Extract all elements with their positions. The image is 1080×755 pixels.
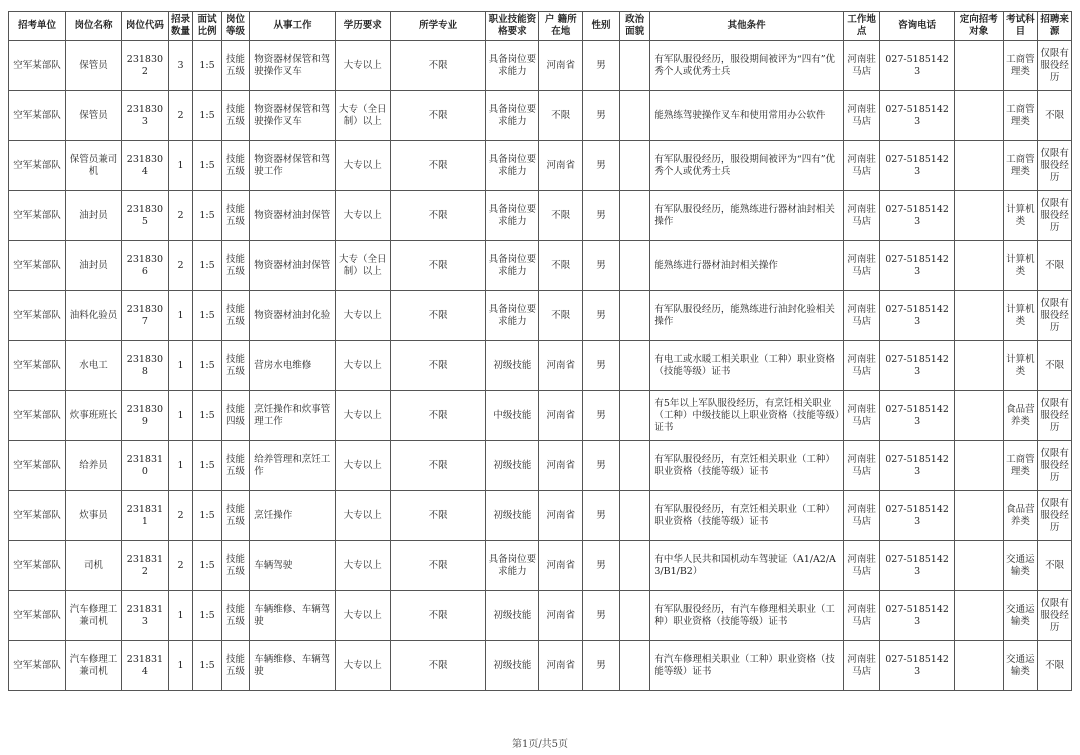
cell-position-level: 技能五级 — [221, 541, 250, 591]
cell-recruit-source: 不限 — [1038, 91, 1072, 141]
cell-politics — [619, 341, 650, 391]
cell-exam-subject: 交通运输类 — [1003, 541, 1038, 591]
cell-interview-ratio: 1:5 — [193, 91, 222, 141]
cell-position-level: 技能五级 — [221, 591, 250, 641]
cell-work-location: 河南驻马店 — [843, 341, 880, 391]
cell-work-location: 河南驻马店 — [843, 441, 880, 491]
cell-education: 大专以上 — [335, 391, 390, 441]
cell-hire-count: 2 — [168, 191, 192, 241]
cell-position-level: 技能五级 — [221, 291, 250, 341]
cell-skill-requirement: 中级技能 — [486, 391, 539, 441]
cell-position-code: 2318311 — [122, 491, 169, 541]
cell-other-conditions: 有军队服役经历，有烹饪相关职业（工种）职业资格（技能等级）证书 — [650, 441, 843, 491]
cell-skill-requirement: 初级技能 — [486, 591, 539, 641]
cell-unit: 空军某部队 — [9, 191, 66, 241]
cell-skill-requirement: 具备岗位要求能力 — [486, 41, 539, 91]
cell-work-location: 河南驻马店 — [843, 391, 880, 441]
cell-gender: 男 — [583, 391, 620, 441]
table-row — [9, 641, 1072, 691]
cell-hukou: 河南省 — [539, 41, 583, 91]
cell-unit: 空军某部队 — [9, 641, 66, 691]
cell-interview-ratio: 1:5 — [193, 341, 222, 391]
cell-phone: 027-51851423 — [880, 541, 954, 591]
cell-hire-count: 3 — [168, 41, 192, 91]
cell-politics — [619, 641, 650, 691]
cell-exam-subject: 计算机类 — [1003, 291, 1038, 341]
cell-politics — [619, 241, 650, 291]
cell-education: 大专以上 — [335, 491, 390, 541]
cell-target — [954, 241, 1003, 291]
table-row — [9, 341, 1072, 391]
cell-position-name: 保管员 — [66, 91, 122, 141]
cell-gender: 男 — [583, 191, 620, 241]
cell-work-location: 河南驻马店 — [843, 191, 880, 241]
cell-work-location: 河南驻马店 — [843, 91, 880, 141]
cell-unit: 空军某部队 — [9, 141, 66, 191]
cell-gender: 男 — [583, 591, 620, 641]
cell-unit: 空军某部队 — [9, 291, 66, 341]
cell-politics — [619, 141, 650, 191]
cell-major: 不限 — [390, 191, 486, 241]
cell-target — [954, 491, 1003, 541]
cell-major: 不限 — [390, 291, 486, 341]
cell-target — [954, 441, 1003, 491]
table-header-row — [9, 12, 1072, 41]
cell-work-location: 河南驻马店 — [843, 41, 880, 91]
cell-hire-count: 1 — [168, 141, 192, 191]
cell-politics — [619, 41, 650, 91]
cell-hukou: 河南省 — [539, 491, 583, 541]
header-phone: 咨询电话 — [880, 12, 954, 41]
table-row — [9, 41, 1072, 91]
cell-politics — [619, 541, 650, 591]
cell-position-name: 炊事班班长 — [66, 391, 122, 441]
cell-education: 大专以上 — [335, 441, 390, 491]
recruitment-table — [8, 11, 1072, 691]
cell-phone: 027-51851423 — [880, 641, 954, 691]
cell-other-conditions: 有军队服役经历，服役期间被评为“四有”优秀个人或优秀士兵 — [650, 141, 843, 191]
cell-other-conditions: 有汽车修理相关职业（工种）职业资格（技能等级）证书 — [650, 641, 843, 691]
header-interview-ratio: 面试比例 — [193, 12, 222, 41]
cell-target — [954, 541, 1003, 591]
cell-work-content: 车辆维修、车辆驾驶 — [250, 591, 336, 641]
cell-major: 不限 — [390, 591, 486, 641]
cell-position-name: 保管员 — [66, 41, 122, 91]
cell-work-content: 车辆驾驶 — [250, 541, 336, 591]
cell-target — [954, 41, 1003, 91]
cell-position-code: 2318309 — [122, 391, 169, 441]
cell-target — [954, 591, 1003, 641]
cell-gender: 男 — [583, 441, 620, 491]
cell-position-level: 技能五级 — [221, 641, 250, 691]
cell-hukou: 河南省 — [539, 591, 583, 641]
cell-exam-subject: 工商管理类 — [1003, 41, 1038, 91]
cell-position-name: 油封员 — [66, 241, 122, 291]
cell-major: 不限 — [390, 91, 486, 141]
cell-other-conditions: 有中华人民共和国机动车驾驶证（A1/A2/A3/B1/B2） — [650, 541, 843, 591]
cell-other-conditions: 有军队服役经历，能熟练进行油封化验相关操作 — [650, 291, 843, 341]
cell-target — [954, 191, 1003, 241]
cell-target — [954, 91, 1003, 141]
cell-major: 不限 — [390, 641, 486, 691]
cell-unit: 空军某部队 — [9, 241, 66, 291]
header-education: 学历要求 — [335, 12, 390, 41]
cell-interview-ratio: 1:5 — [193, 591, 222, 641]
cell-hukou: 河南省 — [539, 141, 583, 191]
cell-gender: 男 — [583, 541, 620, 591]
cell-recruit-source: 不限 — [1038, 241, 1072, 291]
cell-education: 大专以上 — [335, 341, 390, 391]
cell-education: 大专以上 — [335, 541, 390, 591]
cell-work-content: 烹饪操作 — [250, 491, 336, 541]
cell-education: 大专以上 — [335, 291, 390, 341]
cell-recruit-source: 仅限有服役经历 — [1038, 191, 1072, 241]
cell-major: 不限 — [390, 541, 486, 591]
cell-exam-subject: 计算机类 — [1003, 341, 1038, 391]
cell-education: 大专（全日制）以上 — [335, 91, 390, 141]
header-position-name: 岗位名称 — [66, 12, 122, 41]
cell-work-content: 烹饪操作和炊事管理工作 — [250, 391, 336, 441]
cell-recruit-source: 仅限有服役经历 — [1038, 591, 1072, 641]
cell-position-name: 水电工 — [66, 341, 122, 391]
cell-unit: 空军某部队 — [9, 341, 66, 391]
cell-hukou: 河南省 — [539, 441, 583, 491]
header-skill-requirement: 职业技能资格要求 — [486, 12, 539, 41]
cell-hire-count: 1 — [168, 391, 192, 441]
cell-gender: 男 — [583, 341, 620, 391]
cell-work-location: 河南驻马店 — [843, 241, 880, 291]
cell-education: 大专以上 — [335, 41, 390, 91]
table-row — [9, 191, 1072, 241]
table-row — [9, 291, 1072, 341]
cell-interview-ratio: 1:5 — [193, 241, 222, 291]
cell-recruit-source: 仅限有服役经历 — [1038, 391, 1072, 441]
cell-position-code: 2318305 — [122, 191, 169, 241]
cell-hire-count: 2 — [168, 541, 192, 591]
cell-phone: 027-51851423 — [880, 391, 954, 441]
cell-work-content: 物资器材油封保管 — [250, 241, 336, 291]
header-gender: 性别 — [583, 12, 620, 41]
cell-skill-requirement: 具备岗位要求能力 — [486, 541, 539, 591]
cell-skill-requirement: 初级技能 — [486, 441, 539, 491]
cell-other-conditions: 有军队服役经历，服役期间被评为“四有”优秀个人或优秀士兵 — [650, 41, 843, 91]
cell-position-code: 2318312 — [122, 541, 169, 591]
cell-interview-ratio: 1:5 — [193, 191, 222, 241]
page-footer: 第1页/共5页 — [511, 739, 569, 750]
cell-hire-count: 1 — [168, 341, 192, 391]
cell-position-code: 2318306 — [122, 241, 169, 291]
cell-phone: 027-51851423 — [880, 141, 954, 191]
cell-work-content: 物资器材油封化验 — [250, 291, 336, 341]
cell-target — [954, 291, 1003, 341]
cell-position-name: 给养员 — [66, 441, 122, 491]
cell-politics — [619, 491, 650, 541]
cell-unit: 空军某部队 — [9, 41, 66, 91]
cell-recruit-source: 仅限有服役经历 — [1038, 491, 1072, 541]
cell-recruit-source: 仅限有服役经历 — [1038, 441, 1072, 491]
cell-exam-subject: 工商管理类 — [1003, 141, 1038, 191]
cell-hukou: 不限 — [539, 191, 583, 241]
cell-interview-ratio: 1:5 — [193, 141, 222, 191]
cell-phone: 027-51851423 — [880, 41, 954, 91]
cell-target — [954, 391, 1003, 441]
page-title-strip — [330, 0, 800, 7]
cell-position-name: 汽车修理工兼司机 — [66, 641, 122, 691]
cell-gender: 男 — [583, 241, 620, 291]
cell-work-content: 物资器材保管和驾驶操作叉车 — [250, 91, 336, 141]
header-recruit-source: 招聘来源 — [1038, 12, 1072, 41]
cell-skill-requirement: 初级技能 — [486, 491, 539, 541]
cell-skill-requirement: 具备岗位要求能力 — [486, 241, 539, 291]
cell-hire-count: 1 — [168, 441, 192, 491]
header-work-location: 工作地点 — [843, 12, 880, 41]
cell-exam-subject: 食品营养类 — [1003, 491, 1038, 541]
cell-work-content: 物资器材保管和驾驶工作 — [250, 141, 336, 191]
cell-skill-requirement: 具备岗位要求能力 — [486, 191, 539, 241]
header-unit: 招考单位 — [9, 12, 66, 41]
cell-skill-requirement: 具备岗位要求能力 — [486, 291, 539, 341]
cell-skill-requirement: 初级技能 — [486, 341, 539, 391]
cell-position-level: 技能五级 — [221, 491, 250, 541]
cell-phone: 027-51851423 — [880, 241, 954, 291]
cell-education: 大专（全日制）以上 — [335, 241, 390, 291]
cell-work-location: 河南驻马店 — [843, 291, 880, 341]
cell-hire-count: 2 — [168, 241, 192, 291]
cell-position-code: 2318302 — [122, 41, 169, 91]
cell-other-conditions: 有军队服役经历，有烹饪相关职业（工种）职业资格（技能等级）证书 — [650, 491, 843, 541]
cell-position-code: 2318304 — [122, 141, 169, 191]
cell-hukou: 河南省 — [539, 391, 583, 441]
cell-major: 不限 — [390, 41, 486, 91]
cell-position-name: 保管员兼司机 — [66, 141, 122, 191]
table-row — [9, 591, 1072, 641]
cell-position-name: 炊事员 — [66, 491, 122, 541]
cell-skill-requirement: 初级技能 — [486, 641, 539, 691]
cell-exam-subject: 计算机类 — [1003, 241, 1038, 291]
cell-position-code: 2318314 — [122, 641, 169, 691]
cell-other-conditions: 有电工或水暖工相关职业（工种）职业资格（技能等级）证书 — [650, 341, 843, 391]
cell-education: 大专以上 — [335, 591, 390, 641]
cell-politics — [619, 591, 650, 641]
cell-exam-subject: 工商管理类 — [1003, 91, 1038, 141]
header-target: 定向招考对象 — [954, 12, 1003, 41]
table-row — [9, 241, 1072, 291]
cell-phone: 027-51851423 — [880, 341, 954, 391]
cell-work-content: 物资器材保管和驾驶操作叉车 — [250, 41, 336, 91]
cell-hukou: 不限 — [539, 241, 583, 291]
cell-phone: 027-51851423 — [880, 491, 954, 541]
cell-gender: 男 — [583, 141, 620, 191]
cell-phone: 027-51851423 — [880, 291, 954, 341]
cell-hire-count: 2 — [168, 491, 192, 541]
cell-gender: 男 — [583, 291, 620, 341]
cell-other-conditions: 能熟练进行器材油封相关操作 — [650, 241, 843, 291]
cell-work-content: 车辆维修、车辆驾驶 — [250, 641, 336, 691]
cell-major: 不限 — [390, 141, 486, 191]
cell-recruit-source: 不限 — [1038, 641, 1072, 691]
cell-work-location: 河南驻马店 — [843, 641, 880, 691]
cell-work-location: 河南驻马店 — [843, 541, 880, 591]
cell-target — [954, 341, 1003, 391]
cell-unit: 空军某部队 — [9, 91, 66, 141]
cell-exam-subject: 食品营养类 — [1003, 391, 1038, 441]
cell-major: 不限 — [390, 241, 486, 291]
cell-interview-ratio: 1:5 — [193, 441, 222, 491]
cell-hire-count: 1 — [168, 641, 192, 691]
table-row — [9, 541, 1072, 591]
header-politics: 政治面貌 — [619, 12, 650, 41]
cell-unit: 空军某部队 — [9, 591, 66, 641]
cell-phone: 027-51851423 — [880, 91, 954, 141]
cell-hukou: 不限 — [539, 91, 583, 141]
cell-interview-ratio: 1:5 — [193, 641, 222, 691]
cell-education: 大专以上 — [335, 141, 390, 191]
cell-hukou: 不限 — [539, 291, 583, 341]
cell-position-level: 技能五级 — [221, 441, 250, 491]
header-position-level: 岗位等级 — [221, 12, 250, 41]
cell-phone: 027-51851423 — [880, 191, 954, 241]
cell-hire-count: 1 — [168, 591, 192, 641]
cell-position-level: 技能五级 — [221, 241, 250, 291]
table-row — [9, 491, 1072, 541]
header-major: 所学专业 — [390, 12, 486, 41]
cell-position-level: 技能四级 — [221, 391, 250, 441]
cell-recruit-source: 不限 — [1038, 341, 1072, 391]
cell-other-conditions: 有5年以上军队服役经历，有烹饪相关职业（工种）中级技能以上职业资格（技能等级）证书 — [650, 391, 843, 441]
cell-unit: 空军某部队 — [9, 441, 66, 491]
table-row — [9, 91, 1072, 141]
cell-position-code: 2318310 — [122, 441, 169, 491]
cell-work-content: 给养管理和烹饪工作 — [250, 441, 336, 491]
cell-exam-subject: 计算机类 — [1003, 191, 1038, 241]
header-exam-subject: 考试科目 — [1003, 12, 1038, 41]
cell-recruit-source: 仅限有服役经历 — [1038, 41, 1072, 91]
table-row — [9, 441, 1072, 491]
cell-major: 不限 — [390, 491, 486, 541]
cell-position-level: 技能五级 — [221, 341, 250, 391]
cell-work-content: 营房水电维修 — [250, 341, 336, 391]
cell-skill-requirement: 具备岗位要求能力 — [486, 91, 539, 141]
cell-skill-requirement: 具备岗位要求能力 — [486, 141, 539, 191]
cell-exam-subject: 交通运输类 — [1003, 591, 1038, 641]
header-work-content: 从事工作 — [250, 12, 336, 41]
table-row — [9, 391, 1072, 441]
cell-major: 不限 — [390, 441, 486, 491]
cell-education: 大专以上 — [335, 641, 390, 691]
cell-gender: 男 — [583, 41, 620, 91]
cell-target — [954, 641, 1003, 691]
cell-interview-ratio: 1:5 — [193, 41, 222, 91]
cell-gender: 男 — [583, 641, 620, 691]
cell-unit: 空军某部队 — [9, 491, 66, 541]
cell-hire-count: 2 — [168, 91, 192, 141]
header-position-code: 岗位代码 — [122, 12, 169, 41]
cell-education: 大专以上 — [335, 191, 390, 241]
cell-target — [954, 141, 1003, 191]
cell-gender: 男 — [583, 491, 620, 541]
cell-interview-ratio: 1:5 — [193, 391, 222, 441]
cell-other-conditions: 能熟练驾驶操作叉车和使用常用办公软件 — [650, 91, 843, 141]
cell-politics — [619, 291, 650, 341]
header-hukou: 户 籍所在地 — [539, 12, 583, 41]
table-row — [9, 141, 1072, 191]
cell-position-code: 2318307 — [122, 291, 169, 341]
cell-hukou: 河南省 — [539, 341, 583, 391]
cell-hire-count: 1 — [168, 291, 192, 341]
cell-unit: 空军某部队 — [9, 391, 66, 441]
cell-politics — [619, 191, 650, 241]
cell-exam-subject: 工商管理类 — [1003, 441, 1038, 491]
cell-politics — [619, 441, 650, 491]
cell-major: 不限 — [390, 391, 486, 441]
cell-work-location: 河南驻马店 — [843, 591, 880, 641]
header-hire-count: 招录数量 — [168, 12, 192, 41]
cell-politics — [619, 391, 650, 441]
cell-recruit-source: 仅限有服役经历 — [1038, 141, 1072, 191]
cell-major: 不限 — [390, 341, 486, 391]
header-other-conditions: 其他条件 — [650, 12, 843, 41]
cell-position-name: 司机 — [66, 541, 122, 591]
cell-position-name: 油料化验员 — [66, 291, 122, 341]
cell-phone: 027-51851423 — [880, 591, 954, 641]
cell-position-name: 油封员 — [66, 191, 122, 241]
cell-other-conditions: 有军队服役经历，有汽车修理相关职业（工种）职业资格（技能等级）证书 — [650, 591, 843, 641]
cell-recruit-source: 仅限有服役经历 — [1038, 291, 1072, 341]
cell-hukou: 河南省 — [539, 541, 583, 591]
cell-unit: 空军某部队 — [9, 541, 66, 591]
cell-phone: 027-51851423 — [880, 441, 954, 491]
cell-work-location: 河南驻马店 — [843, 491, 880, 541]
cell-work-content: 物资器材油封保管 — [250, 191, 336, 241]
cell-interview-ratio: 1:5 — [193, 541, 222, 591]
cell-position-code: 2318303 — [122, 91, 169, 141]
cell-position-name: 汽车修理工兼司机 — [66, 591, 122, 641]
cell-position-level: 技能五级 — [221, 191, 250, 241]
cell-gender: 男 — [583, 91, 620, 141]
cell-position-level: 技能五级 — [221, 41, 250, 91]
cell-recruit-source: 不限 — [1038, 541, 1072, 591]
cell-hukou: 河南省 — [539, 641, 583, 691]
cell-position-code: 2318313 — [122, 591, 169, 641]
cell-position-code: 2318308 — [122, 341, 169, 391]
cell-other-conditions: 有军队服役经历，能熟练进行器材油封相关操作 — [650, 191, 843, 241]
cell-position-level: 技能五级 — [221, 141, 250, 191]
cell-work-location: 河南驻马店 — [843, 141, 880, 191]
cell-politics — [619, 91, 650, 141]
cell-interview-ratio: 1:5 — [193, 491, 222, 541]
cell-exam-subject: 交通运输类 — [1003, 641, 1038, 691]
cell-interview-ratio: 1:5 — [193, 291, 222, 341]
cell-position-level: 技能五级 — [221, 91, 250, 141]
